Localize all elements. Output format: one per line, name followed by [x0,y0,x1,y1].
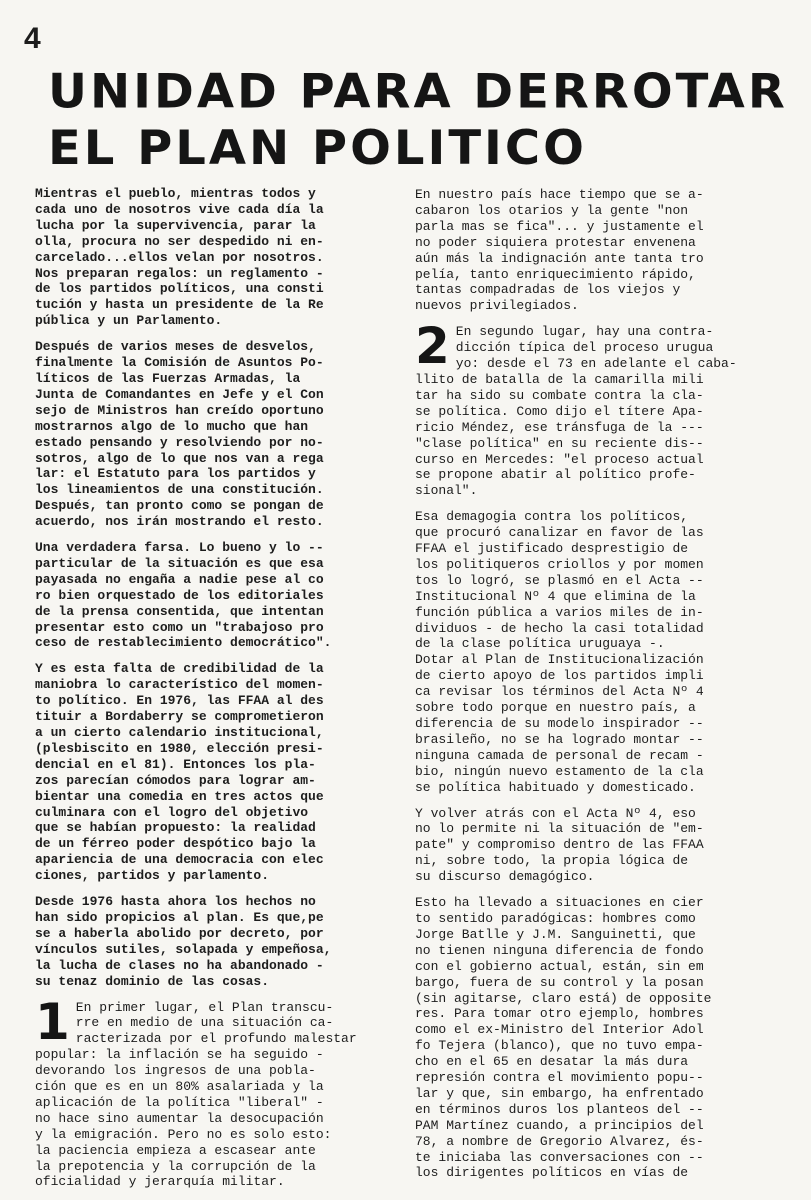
article-paragraph [35,992,393,1191]
text-line: Institucional Nº 4 que elimina de la [415,588,696,604]
text-line: tución y hasta un presidente de la Re [35,297,324,313]
text-line: líticos de las Fuerzas Armadas, la [35,370,301,386]
text-line: de la clase política uruguaya -. [415,636,665,652]
text-line: rre en medio de una situación ca- [75,1015,334,1031]
text-line: Y es esta falta de credibilidad de la [35,661,324,677]
text-line: Después de varios meses de desvelos, [35,339,316,355]
text-line: maniobra lo característico del momen- [35,677,324,693]
text-line: devorando los ingresos de una pobla- [35,1063,316,1079]
text-line: PAM Martínez cuando, a principios del [415,1117,704,1133]
text-line: han sido propicios al plan. Es que,pe [35,909,324,925]
text-line: que se habían propuesto: la realidad [35,820,316,836]
text-line: tos lo logró, se plasmó en el Acta -- [415,572,704,588]
text-line: yo: desde el 73 en adelante el caba- [455,356,737,372]
text-line: mostrarnos algo de lo mucho que han [35,418,309,434]
text-line: en términos duros los planteos del -- [415,1101,704,1117]
text-line: particular de la situación es que esa [35,555,324,571]
text-line: ro bien orquestado de los editoriales [35,587,324,603]
text-line: de los partidos políticos, una consti [35,281,324,297]
text-line: payasada no engaña a nadie pese al co [35,571,324,587]
text-line: cho en el 65 en desatar la más dura [415,1054,689,1070]
text-line: carcelado...ellos velan por nosotros. [35,249,324,265]
article-paragraph [415,895,777,1181]
text-line: racterizada por el profundo malestar [75,1031,357,1047]
article-paragraph [35,186,393,329]
article-paragraph [35,540,393,651]
text-line: Jorge Batlle y J.M. Sanguinetti, que [415,926,696,942]
text-line: Junta de Comandantes en Jefe y el Con [35,386,324,402]
text-line: pelía, tanto enriquecimiento rápido, [415,266,696,282]
text-line: Y volver atrás con el Acta Nº 4, eso [415,805,696,821]
text-line: sejo de Ministros han creído oportuno [35,402,324,418]
text-line: olla, procura no ser despedido ni en- [35,233,324,249]
text-line: culminara con el logro del objetivo [35,804,309,820]
text-line: cabaron los otarios y la gente "non [415,202,689,218]
text-line: estado pensando y resolviendo por no- [35,434,324,450]
title-line: UNIDAD PARA DERROTAR [48,64,788,120]
text-line: función pública a varios miles de in- [415,604,704,620]
text-line: "clase política" en su reciente dis-- [415,435,704,451]
text-line: dencial en el 81). Entonces los pla- [35,756,316,772]
text-line: y la emigración. Pero no es solo esto: [35,1126,332,1142]
text-line: res. Para tomar otro ejemplo, hombres [415,1006,704,1022]
text-line: En nuestro país hace tiempo que se a- [415,187,704,202]
text-line: lar y que, sin embargo, ha enfrentado [415,1085,704,1101]
text-line: tituir a Bordaberry se comprometieron [35,709,324,725]
text-line: de la prensa consentida, que intentan [35,603,324,619]
text-line: pública y un Parlamento. [35,313,223,329]
text-line: de un férreo poder despótico bajo la [35,836,316,852]
text-line: dicción típica del proceso urugua [455,340,714,356]
text-line: dividuos - de hecho la casi totalidad [415,620,704,636]
text-line: finalmente la Comisión de Asuntos Po- [35,355,324,371]
text-line: no hace sino aumentar la desocupación [35,1110,324,1126]
text-line: la prepotencia y la corrupción de la [35,1158,316,1174]
text-line: presentar esto como un "trabajoso pro [35,619,324,635]
text-line: sotros, algo de lo que nos van a rega [35,450,324,466]
text-line: lucha por la supervivencia, parar la [35,217,316,233]
title-line: EL PLAN POLITICO [48,120,587,176]
article-paragraph [35,339,393,530]
text-line: sional". [415,483,478,499]
text-line: Después, tan pronto como se pongan de [35,498,324,514]
text-line: aún más la indignación ante tanta tro [415,250,704,266]
right-text-column [415,187,777,1191]
text-line: se a haberla abolido por decreto, por [35,925,324,941]
text-line: tantas compadradas de los viejos y [415,282,681,298]
text-line: ninguna camada de personal de recam - [415,747,704,763]
text-line: Dotar al Plan de Institucionalización [415,652,704,668]
text-line: ricio Méndez, ese tránsfuga de la --- [415,419,704,435]
text-line: no lo permite ni la situación de "em- [415,821,704,837]
text-line: Esa demagogia contra los políticos, [415,509,689,525]
text-line: se propone abatir al político profe- [415,467,696,483]
text-line: FFAA el justificado desprestigio de [415,541,689,557]
text-line: acuerdo, nos irán mostrando el resto. [35,514,324,530]
text-line: curso en Mercedes: "el proceso actual [415,451,704,467]
text-line: Nos preparan regalos: un reglamento - [35,265,324,281]
text-line: su tenaz dominio de las cosas. [35,973,270,989]
text-line: tar ha sido su combate contra la cla- [415,387,704,403]
drop-cap-number: 2 [415,317,450,376]
text-line: con el gobierno actual, están, sin em [415,958,704,974]
text-line: que procuró canalizar en favor de las [415,525,704,541]
article-paragraph [415,187,777,314]
text-line: llito de batalla de la camarilla mili [415,371,704,387]
text-line: la lucha de clases no ha abandonado - [35,957,324,973]
text-line: sobre todo porque en nuestro país, a [415,700,696,716]
text-line: oficialidad y jerarquía militar. [35,1174,285,1190]
text-line: aplicación de la política "liberal" - [35,1094,324,1110]
text-line: los politiqueros criollos y por momen [415,556,704,572]
text-line: de cierto apoyo de los partidos impli [415,668,704,684]
page-number: 4 [24,22,41,55]
text-line: nuevos privilegiados. [415,298,579,314]
text-line: (plesbiscito en 1980, elección presi- [35,740,324,756]
text-line: Desde 1976 hasta ahora los hechos no [35,894,316,910]
text-line: la paciencia empieza a escasear ante [35,1142,316,1158]
text-line: cada uno de nosotros vive cada día la [35,201,324,217]
article-paragraph [35,894,393,989]
text-line: popular: la inflación se ha seguido - [35,1047,324,1063]
text-line: los dirigentes políticos en vías de [415,1165,689,1181]
article-paragraph [415,806,777,886]
text-line: Esto ha llevado a situaciones en cier [415,895,704,911]
text-line: a un cierto calendario institucional, [35,725,324,740]
text-line: vínculos sutiles, solapada y empeñosa, [35,941,332,957]
text-line: parla mas se fica"... y justamente el [415,218,704,234]
text-line: (sin agitarse, claro está) de opposite [415,990,712,1006]
text-line: En primer lugar, el Plan transcu- [75,999,334,1015]
text-line: fo Tejera (blanco), que no tuvo empa- [415,1038,704,1054]
text-line: se política habituado y domesticado. [415,779,696,795]
text-line: Mientras el pueblo, mientras todos y [35,186,316,201]
text-line: los lineamientos de una constitución. [35,482,324,498]
text-line: to sentido paradógicas: hombres como [415,910,696,926]
text-line: su discurso demagógico. [415,869,595,885]
left-text-column [35,186,393,1200]
article-title [48,63,793,177]
text-line: represión contra el movimiento popu-- [415,1070,704,1086]
text-line: ción que es en un 80% asalariada y la [35,1079,324,1095]
text-line: bio, ningún nuevo estamento de la cla [415,763,704,779]
text-line: bargo, fuera de su control y la posan [415,974,704,990]
text-line: te iniciaba las conversaciones con -- [415,1149,704,1165]
text-line: diferencia de su modelo inspirador -- [415,716,704,731]
text-line: zos parecían cómodos para lograr am- [35,772,316,788]
text-line: bientar una comedia en tres actos que [35,788,324,804]
text-line: pate" y compromiso dentro de las FFAA [415,837,704,853]
text-line: no poder siquiera protestar envenena [415,234,696,250]
text-line: brasileño, no se ha logrado montar -- [415,731,704,747]
text-line: lar: el Estatuto para los partidos y [35,466,316,482]
text-line: to político. En 1976, las FFAA al des [35,693,324,709]
text-line: apariencia de una democracia con elec [35,852,324,868]
text-line: ciones, partidos y parlamento. [35,868,270,884]
text-line: como el ex-Ministro del Interior Adol [415,1022,704,1038]
text-line: no tienen ninguna diferencia de fondo [415,942,704,958]
article-paragraph [415,509,777,795]
text-line: ni, sobre todo, la propia lógica de [415,853,689,869]
text-line: En segundo lugar, hay una contra- [455,324,714,340]
article-paragraph [35,661,393,884]
text-line: Una verdadera farsa. Lo bueno y lo -- [35,540,324,556]
text-line: 78, a nombre de Gregorio Alvarez, és- [415,1133,704,1149]
text-line: se política. Como dijo el títere Apa- [415,403,704,419]
article-paragraph [415,317,777,499]
drop-cap-number: 1 [35,992,70,1051]
text-line: ca revisar los términos del Acta Nº 4 [415,684,704,700]
text-line: ceso de restablecimiento democrático". [35,635,332,651]
